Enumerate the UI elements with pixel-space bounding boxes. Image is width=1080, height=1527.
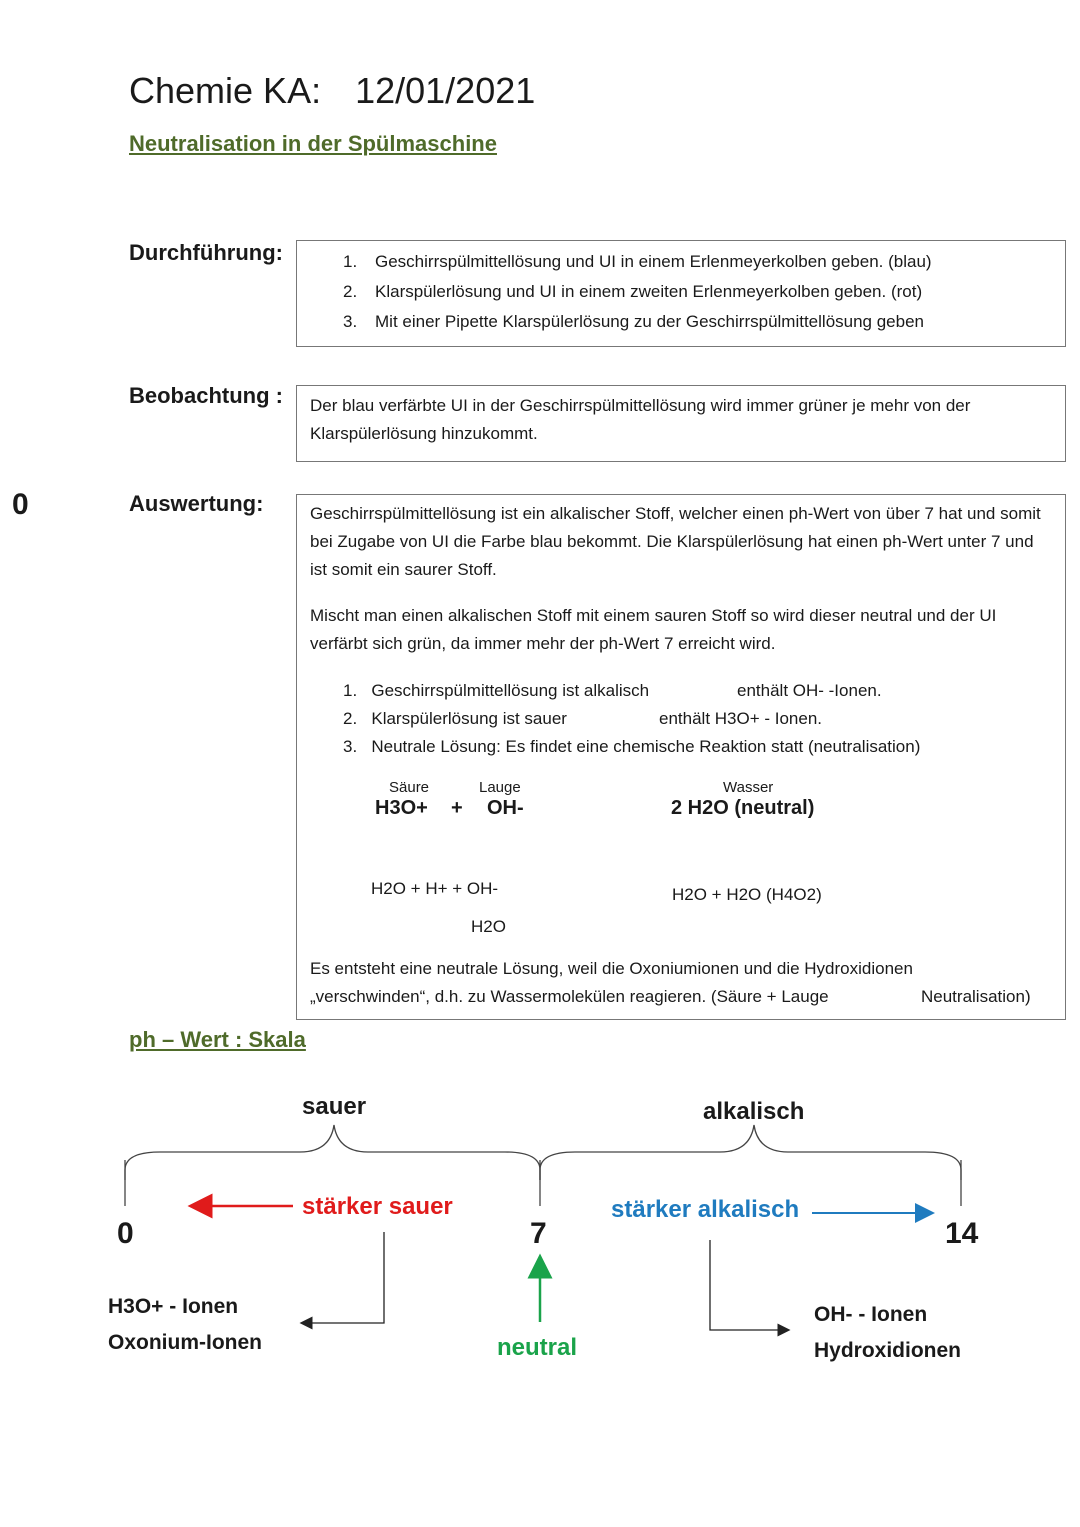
lauge-label: Lauge: [479, 779, 521, 796]
formula-h3o: H3O+: [375, 797, 428, 819]
margin-mark: 0: [12, 488, 29, 521]
title-text: Chemie KA:: [129, 70, 322, 111]
left-ion: [108, 1289, 262, 1361]
step-item: 2. Klarspülerlösung und UI in einem zweiten Erlenmeyerkolben geben. (rot): [343, 282, 923, 301]
connector-right: [710, 1240, 784, 1330]
label-sauer: sauer: [302, 1093, 367, 1120]
scale-title: ph – Wert : Skala: [129, 1027, 306, 1052]
auswertung-item-1-extra: enthält OH- -Ionen.: [737, 681, 882, 700]
auswertung-item-3: 3. Neutrale Lösung: Es findet eine chemische Reaktion statt (neutralisation): [343, 737, 921, 756]
label-alkalisch: alkalisch: [703, 1098, 805, 1125]
conclusion-end: Neutralisation): [921, 987, 1031, 1006]
eq-left-below: H2O: [471, 917, 506, 936]
label-staerker-alkalisch: stärker alkalisch: [611, 1196, 800, 1223]
scale-number-7: 7: [530, 1217, 547, 1250]
auswertung-item-1: 1. Geschirrspülmittellösung ist alkalisch: [343, 681, 650, 700]
scale-number-0: 0: [117, 1217, 134, 1250]
formula-plus: +: [451, 797, 463, 819]
page-title: [129, 70, 535, 112]
durchfuehrung-steps: [343, 247, 1065, 337]
eq-left: H2O + H+ + OH-: [371, 879, 499, 898]
step-item: 3. Mit einer Pipette Klarspülerlösung zu der Geschirrspülmittellösung geben: [343, 312, 925, 331]
step-item: 1. Geschirrspülmittellösung und UI in einem Erlenmeyerkolben geben. (blau): [343, 252, 932, 271]
auswertung-para1: Geschirrspülmittellösung ist ein alkalischer Stoff, welcher einen ph-Wert von über 7 hat und somit bei Zugabe von UI die Farbe blau bekommt. Die Klarspülerlösung hat einen ph-Wert unter 7 und ist somit ein saurer Stoff.: [310, 504, 1041, 579]
formula-product: 2 H2O (neutral): [671, 797, 815, 819]
right-ion-name: Hydroxidionen: [814, 1339, 962, 1362]
left-ion-formula: H3O+ - Ionen: [108, 1295, 239, 1318]
beobachtung-text: Der blau verfärbte UI in der Geschirrspülmittellösung wird immer grüner je mehr von der Klarspülerlösung hinzukommt.: [310, 396, 971, 443]
conclusion-line2: „verschwinden“, d.h. zu Wassermolekülen reagieren. (Säure + Lauge: [310, 987, 829, 1006]
conclusion-line1: Es entsteht eine neutrale Lösung, weil die Oxoniumionen und die Hydroxidionen: [310, 959, 913, 978]
auswertung-box: [296, 494, 1066, 1020]
left-ion-name: Oxonium-Ionen: [108, 1331, 262, 1354]
brace-sauer: [125, 1125, 540, 1180]
right-ion-formula: OH- - Ionen: [814, 1303, 928, 1326]
date: 12/01/2021: [355, 70, 536, 111]
wasser-label: Wasser: [723, 779, 774, 796]
durchfuehrung-box: [296, 240, 1066, 347]
formula-oh: OH-: [487, 797, 524, 819]
eq-right: H2O + H2O (H4O2): [672, 885, 822, 904]
right-ion: [814, 1297, 961, 1369]
connector-left: [306, 1232, 384, 1323]
saeure-label: Säure: [389, 779, 430, 796]
auswertung-para2: Mischt man einen alkalischen Stoff mit einem sauren Stoff so wird dieser neutral und der UI verfärbt sich grün, da immer mehr der ph-Wert 7 erreicht wird.: [310, 606, 997, 653]
beobachtung-box: [296, 385, 1066, 462]
label-staerker-sauer: stärker sauer: [302, 1193, 453, 1220]
label-neutral: neutral: [497, 1334, 578, 1361]
scale-number-14: 14: [945, 1217, 979, 1250]
auswertung-item-2-extra: enthält H3O+ - Ionen.: [659, 709, 823, 728]
auswertung-item-2: 2. Klarspülerlösung ist sauer: [343, 709, 567, 728]
beobachtung-label: Beobachtung :: [129, 383, 283, 408]
brace-alkalisch: [540, 1125, 961, 1180]
durchfuehrung-label: Durchführung:: [129, 240, 283, 265]
auswertung-label: Auswertung:: [129, 491, 264, 516]
subtitle: Neutralisation in der Spülmaschine: [129, 131, 497, 156]
